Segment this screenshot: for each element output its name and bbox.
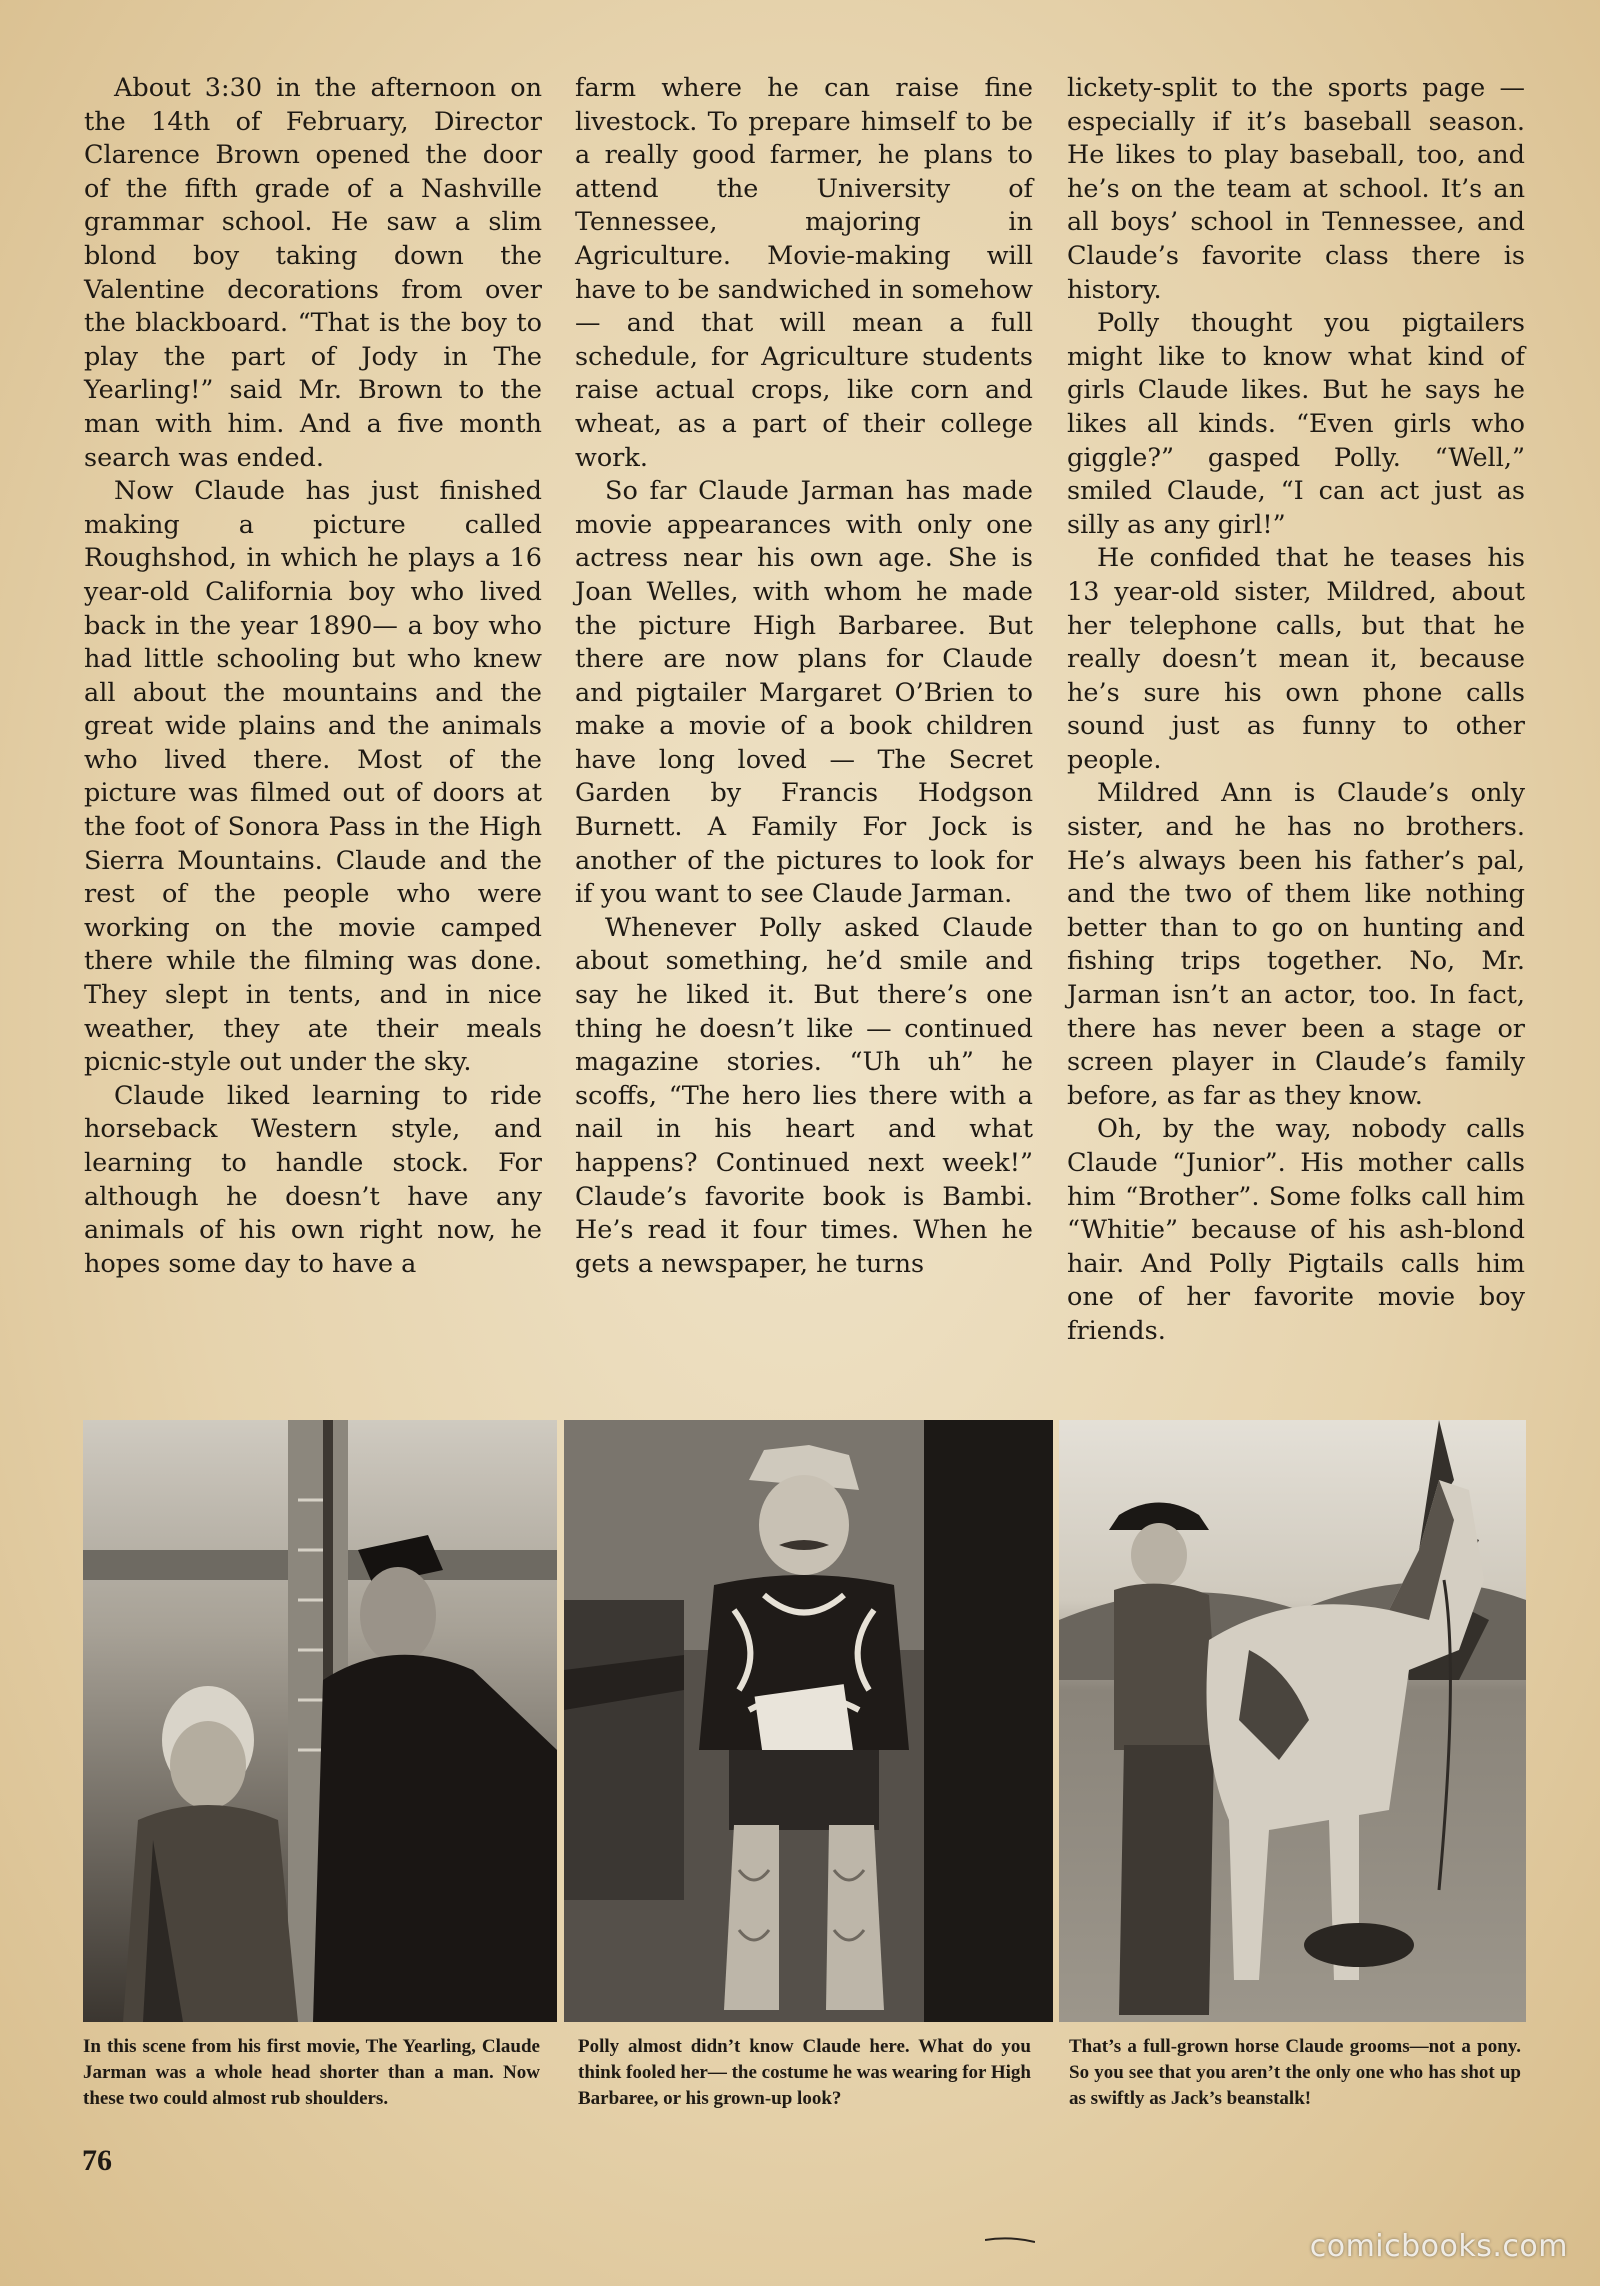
- photo-yearling-illustration: [83, 1420, 557, 2022]
- paragraph: Claude liked learning to ride horseback Western style, and learning to handle stock. For although he doesn’t have any animals of his own right now, he hopes some day to have a: [84, 1080, 542, 1279]
- paragraph: farm where he can raise fine livestock. To prepare himself to be a really good farmer, he plans to attend the University of Tennessee, majoring in Agriculture. Movie-making will have to be sandwiched in somehow — and that will mean a full schedule, for Agriculture students raise actual crops, like corn and wheat, as a part of their college work.: [575, 73, 1033, 473]
- paragraph: lickety-split to the sports page —especially if it’s baseball season. He likes to play baseball, too, and he’s on the team at school. It’s an all boys’ school in Tennessee, and Claude’s favorite class there is history.: [1067, 73, 1525, 305]
- ink-mark: [985, 2236, 1035, 2244]
- photo-yearling-scene: [83, 1420, 557, 2022]
- photo-caption: In this scene from his first movie, The Yearling, Claude Jarman was a whole head shorter than a man. Now these two could almost rub shoulders.: [83, 2036, 540, 2109]
- paragraph: Now Claude has just finished making a picture called Roughshod, in which he plays a 16 year-old California boy who lived back in the year 1890— a boy who had little schooling but who knew all about the mountains and the great wide plains and the animals who lived there. Most of the picture was filmed out of doors at the foot of Sonora Pass in the High Sierra Mountains. Claude and the rest of the people who were working on the movie camped there while the filming was done. They slept in tents, and in nice weather, they ate their meals picnic-style out under the sky.: [84, 476, 542, 1078]
- photo-caption: Polly almost didn’t know Claude here. What do you think fooled her— the costume he was wearing for High Barbaree, or his grown-up look?: [578, 2036, 1031, 2109]
- paragraph: Mildred Ann is Claude’s only sister, and he has no brothers. He’s always been his father’s pal, and the two of them like nothing better than to go on hunting and fishing trips together. No, Mr. Jarman isn’t an actor, too. In fact, there has never been a stage or screen player in Claude’s family before, as far as they know.: [1067, 778, 1525, 1111]
- paragraph: He confided that he teases his 13 year-old sister, Mildred, about her telephone calls, but that he really doesn’t mean it, because he’s sure his own phone calls sound just as funny to other people.: [1067, 543, 1525, 775]
- paragraph: Polly thought you pigtailers might like to know what kind of girls Claude likes. But he says he likes all kinds. “Even girls who giggle?” gasped Polly. “Well,” smiled Claude, “I can act just as silly as any girl!”: [1067, 308, 1525, 540]
- photo-high-barbaree-costume: [564, 1420, 1053, 2022]
- photo-grooming-horse: [1059, 1420, 1526, 2022]
- paragraph: Oh, by the way, nobody calls Claude “Junior”. His mother calls him “Brother”. Some folks call him “Whitie” because of his ash-blond hair. And Polly Pigtails calls him one of her favorite movie boy friends.: [1067, 1114, 1525, 1346]
- paragraph: So far Claude Jarman has made movie appearances with only one actress near his own age. She is Joan Welles, with whom he made the picture High Barbaree. But there are now plans for Claude and pigtailer Margaret O’Brien to make a movie of a book children have long loved — The Secret Garden by Francis Hodgson Burnett. A Family For Jock is another of the pictures to look for if you want to see Claude Jarman.: [575, 476, 1033, 910]
- paragraph: About 3:30 in the afternoon on the 14th of February, Director Clarence Brown opened the door of the fifth grade of a Nashville grammar school. He saw a slim blond boy taking down the Valentine decorations from over the blackboard. “That is the boy to play the part of Jody in The Yearling!” said Mr. Brown to the man with him. And a five month search was ended.: [84, 73, 542, 473]
- watermark: comicbooks.com: [1309, 2229, 1568, 2264]
- article-column-1: [84, 72, 542, 1281]
- page-number: 76: [82, 2144, 112, 2177]
- photo-horse-illustration: [1059, 1420, 1526, 2022]
- photo-caption: That’s a full-grown horse Claude grooms—not a pony. So you see that you aren’t the only one who has shot up as swiftly as Jack’s beanstalk!: [1069, 2036, 1521, 2109]
- article-column-2: [575, 72, 1033, 1281]
- photo-costume-illustration: [564, 1420, 1053, 2022]
- paragraph: Whenever Polly asked Claude about something, he’d smile and say he liked it. But there’s one thing he doesn’t like — continued magazine stories. “Uh uh” he scoffs, “The hero lies there with a nail in his heart and what happens? Continued next week!” Claude’s favorite book is Bambi. He’s read it four times. When he gets a newspaper, he turns: [575, 912, 1033, 1279]
- article-column-3: [1067, 72, 1525, 1349]
